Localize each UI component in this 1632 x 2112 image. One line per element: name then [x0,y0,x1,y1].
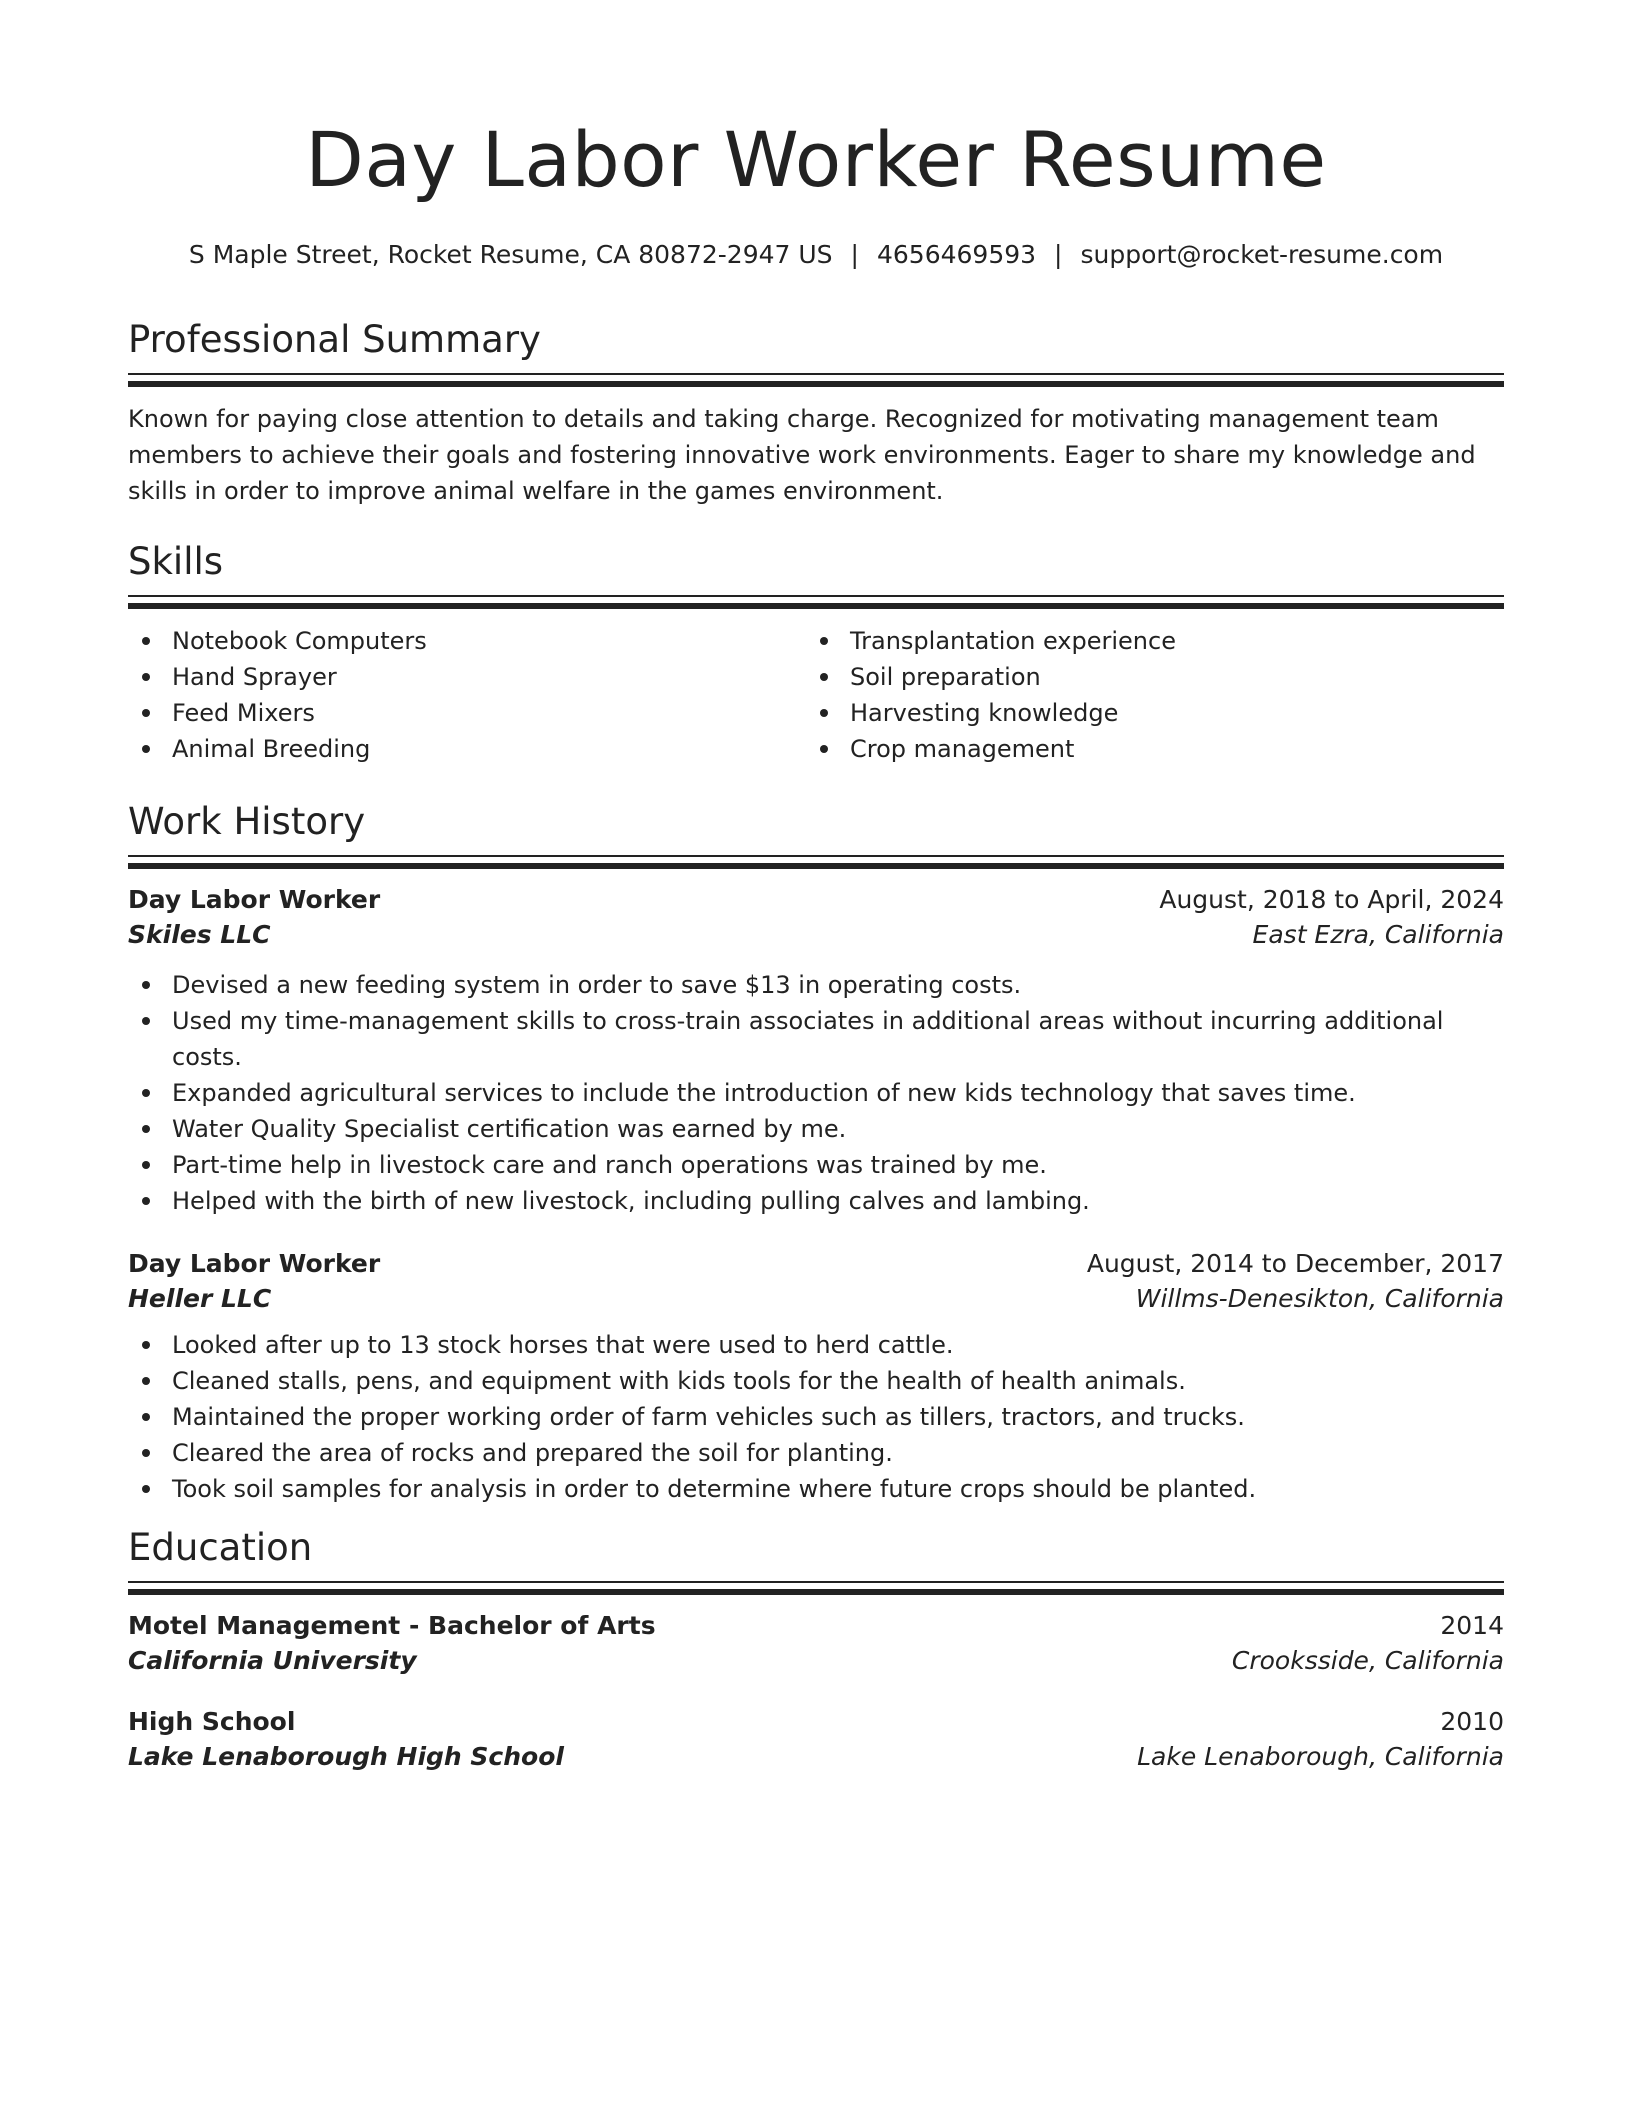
skill-item: Feed Mixers [128,695,806,731]
contact-email: support@rocket-resume.com [1080,240,1444,269]
job-location: East Ezra, California [1252,919,1504,949]
education-year: 2014 [1440,1610,1504,1640]
skills-grid [128,623,1504,767]
education-year: 2010 [1440,1706,1504,1736]
section-rule [128,595,1504,609]
list-item: Helped with the birth of new livestock, including pulling calves and lambing. [128,1183,1504,1219]
skill-item: Hand Sprayer [128,659,806,695]
job-location: Willms-Denesikton, California [1135,1283,1504,1313]
summary-section [128,320,1504,509]
job-title: Day Labor Worker [128,1248,381,1278]
list-item: Took soil samples for analysis in order to determine where future crops should be planted. [128,1471,1504,1507]
job-dates: August, 2014 to December, 2017 [1086,1248,1504,1278]
contact-separator: | [1054,240,1063,269]
work-heading: Work History [128,800,366,843]
skills-heading: Skills [128,540,224,583]
list-item: Devised a new feeding system in order to save $13 in operating costs. [128,967,1504,1003]
list-item: Maintained the proper working order of farm vehicles such as tillers, tractors, and trucks. [128,1399,1504,1435]
skills-right-list [806,623,1484,767]
page-title: Day Labor Worker Resume [305,115,1327,204]
contact-separator: | [850,240,859,269]
education-header-row [128,1707,1504,1736]
education-school: California University [128,1645,417,1675]
education-entry [128,1611,1504,1675]
contact-line [128,240,1504,269]
education-section [128,1528,1504,1771]
list-item: Part-time help in livestock care and ranch operations was trained by me. [128,1147,1504,1183]
list-item: Looked after up to 13 stock horses that were used to herd cattle. [128,1327,1504,1363]
list-item: Water Quality Specialist certification was earned by me. [128,1111,1504,1147]
education-header-row [128,1611,1504,1640]
job-company: Heller LLC [128,1283,272,1313]
skill-item: Crop management [806,731,1484,767]
list-item: Cleaned stalls, pens, and equipment with kids tools for the health of health animals. [128,1363,1504,1399]
education-school: Lake Lenaborough High School [128,1741,564,1771]
job-title: Day Labor Worker [128,884,381,914]
section-rule [128,373,1504,387]
education-org-row [128,1646,1504,1675]
summary-heading: Professional Summary [128,318,541,361]
skills-left-list [128,623,806,767]
education-degree: High School [128,1706,296,1736]
job-dates: August, 2018 to April, 2024 [1159,884,1504,914]
job-org-row [128,1284,1504,1313]
work-section [128,802,1504,1507]
education-location: Lake Lenaborough, California [1137,1741,1504,1771]
skill-item: Animal Breeding [128,731,806,767]
skills-section [128,542,1504,767]
skill-item: Transplantation experience [806,623,1484,659]
skill-item: Harvesting knowledge [806,695,1484,731]
job-bullets [128,1327,1504,1507]
summary-text: Known for paying close attention to details and taking charge. Recognized for motivating management team members to achieve their goals and fostering innovative work environments. Eager to share my knowledge and skills in order to improve animal welfare in the games environment. [128,404,1476,505]
education-entry [128,1707,1504,1771]
skill-item: Soil preparation [806,659,1484,695]
list-item: Used my time-management skills to cross-train associates in additional areas without incurring additional costs. [128,1003,1504,1075]
job-entry [128,1249,1504,1507]
job-header-row [128,885,1504,914]
list-item: Cleared the area of rocks and prepared the soil for planting. [128,1435,1504,1471]
education-degree: Motel Management - Bachelor of Arts [128,1610,656,1640]
section-rule [128,1581,1504,1595]
job-entry [128,885,1504,1219]
education-location: Crooksside, California [1231,1645,1504,1675]
section-rule [128,855,1504,869]
contact-address: S Maple Street, Rocket Resume, CA 80872-2947 US [188,240,833,269]
job-org-row [128,920,1504,949]
contact-phone: 4656469593 [876,240,1037,269]
job-header-row [128,1249,1504,1278]
list-item: Expanded agricultural services to include the introduction of new kids technology that saves time. [128,1075,1504,1111]
skill-item: Notebook Computers [128,623,806,659]
education-heading: Education [128,1526,313,1569]
education-org-row [128,1742,1504,1771]
job-bullets [128,967,1504,1219]
job-company: Skiles LLC [128,919,271,949]
